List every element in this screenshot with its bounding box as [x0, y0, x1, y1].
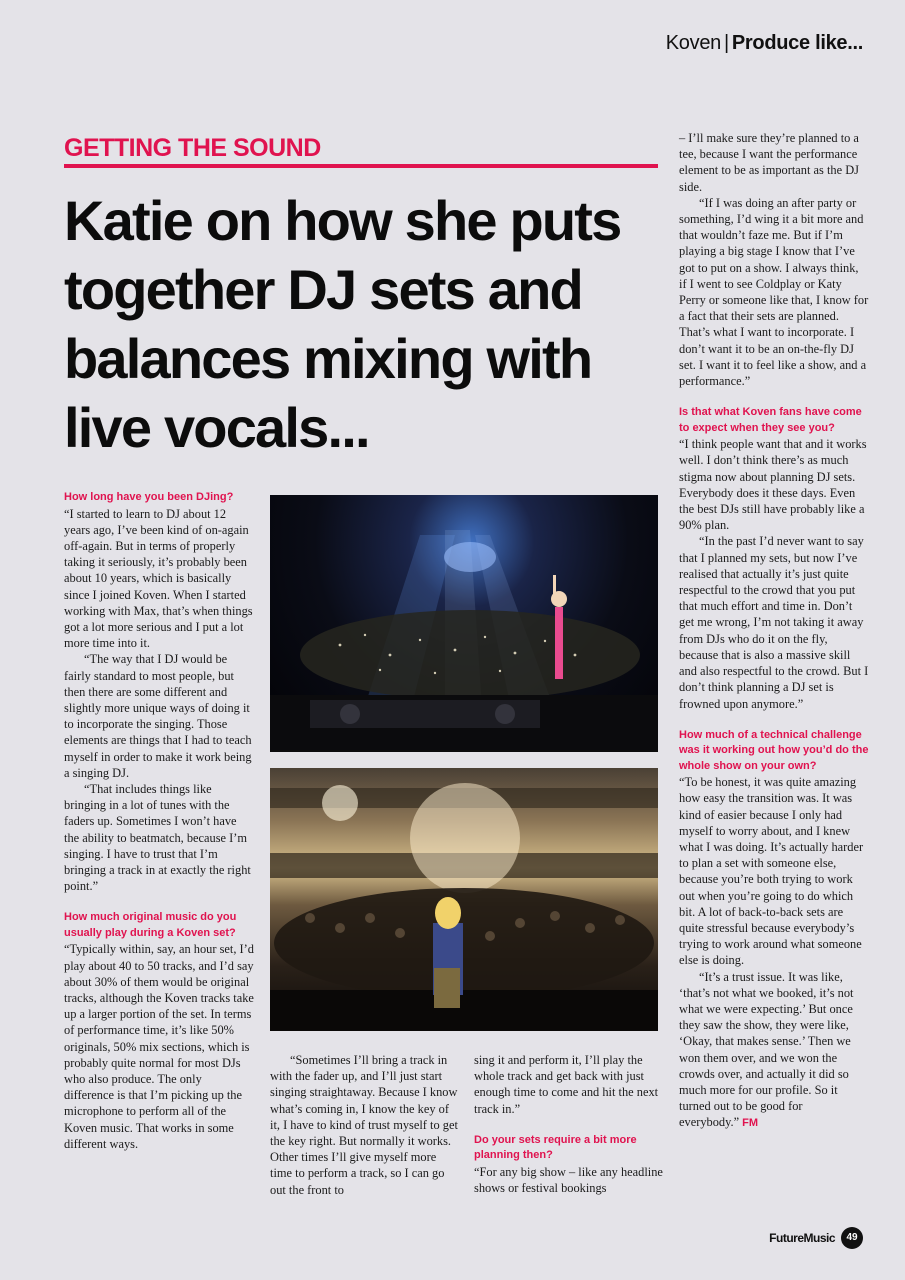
- kicker-rule: [64, 164, 658, 168]
- section-kicker: GETTING THE SOUND: [64, 134, 321, 162]
- page-number: 49: [841, 1227, 863, 1249]
- running-head-section: Produce like...: [731, 32, 863, 54]
- question-heading: How much of a technical challenge was it working out how you’d do the whole show on your own?: [679, 728, 869, 772]
- text-column-3: [474, 1052, 664, 1196]
- body-paragraph: [679, 969, 869, 1132]
- sign-off-mark: FM: [742, 1117, 758, 1130]
- running-head: [666, 32, 863, 55]
- body-paragraph: “To be honest, it was quite amazing how easy the transition was. It was kind of easier because I only had myself to worry about, and I knew what I was doing. It’s actually harder to plan a set with someone else, because you’re both trying to work out when you’re going to do which bit. A lot of back-to-back sets are quite stressful because everybody’s trying to work around what someone else is doing.: [679, 775, 864, 968]
- question-heading: How much original music do you usually play during a Koven set?: [64, 911, 237, 939]
- body-paragraph: “That includes things like bringing in a lot of tunes with the faders up. Sometimes I won’t have the ability to beatmatch, because I’m singing. I have to trust that I’m bringing a track in at exactly the right point.”: [64, 781, 251, 894]
- text-column-4: [679, 130, 869, 1132]
- question-heading: How long have you been DJing?: [64, 491, 234, 503]
- photo-dj-stage-crowd: [270, 495, 658, 752]
- body-paragraph: “Sometimes I’ll bring a track in with the fader up, and I’ll just start singing straightaway. Because I know what’s coming in, I know the key of it, I have to kind of trust myself to get the key right. But normally it works. Other times I’ll give myself more time to perform a track, so I can go out the front to: [270, 1053, 458, 1197]
- body-paragraph: “For any big show – like any headline shows or festival bookings: [474, 1164, 663, 1196]
- photo-performer-facing-crowd: [270, 768, 658, 1031]
- body-paragraph: “In the past I’d never want to say that I planned my sets, but now I’ve realised that actually it’s just quite respectful to the crowd that you put that much effort and time in. Don’t get me wrong, I’m not taking it away from DJs who do it on the fly, because that is also a massive skill and also respectful to the crowd. But I don’t think planning a DJ set is frowned upon anymore.”: [679, 534, 869, 711]
- body-paragraph: “I started to learn to DJ about 12 years ago, I’ve been kind of on-again off-again. But in terms of properly taking it seriously, it’s probably been about 10 years, which is basically since I joined Koven. When I started working with Max, that’s when things got a lot more serious and I put a lot more time into it.: [64, 506, 253, 651]
- running-head-brand: Koven: [665, 32, 721, 54]
- body-paragraph: “If I was doing an after party or something, I’d wing it a bit more and that wouldn’t faze me. But if I’m playing a big stage I know that I’ve got to put on a show. I always think, if I went to see Coldplay or Katy Perry or someone like that, I know for a fact that their sets are planned. That’s what I want to incorporate. I don’t want it to be an on-the-fly DJ set. I want it to feel like a show, and a performance.”: [679, 195, 869, 389]
- body-paragraph: – I’ll make sure they’re planned to a tee, because I want the performance element to be as important as the DJ side.: [679, 131, 859, 194]
- magazine-logo: FutureMusic: [769, 1231, 835, 1245]
- text-column-2: [270, 1052, 460, 1198]
- body-paragraph: “I think people want that and it works well. I don’t think there’s as much stigma now about planning DJ sets. Everybody does it these days. Even the best DJs still have probably like a 90% plan.: [679, 437, 867, 533]
- closing-paragraph-text: “It’s a trust issue. It was like, ‘that’s not what we booked, it’s not what we were expecting.’ But once they saw the show, they were like, ‘Okay, that makes sense.’ Then we won them over, and we won the crowds over, and actually it did so much more for our profile. So it turned out to be good for everybody.”: [679, 969, 854, 1130]
- running-head-separator: |: [723, 32, 729, 54]
- question-heading: Is that what Koven fans have come to expect when they see you?: [679, 406, 862, 434]
- headline: Katie on how she puts together DJ sets and balances mixing with live vocals...: [64, 189, 621, 459]
- question-heading: Do your sets require a bit more planning then?: [474, 1133, 637, 1162]
- body-paragraph: “The way that I DJ would be fairly standard to most people, but then there are some different and slightly more unique ways of doing it to incorporate the singing. Those elements are things that I had to teach myself in order to make it work being a singing DJ.: [64, 652, 252, 780]
- body-paragraph: “Typically within, say, an hour set, I’d play about 40 to 50 tracks, and I’d say about 30% of them would be original tracks, although the Koven tracks take up a larger portion of the set. In terms of performance time, it’s like 50% originals, 50% mix sections, which is probably quite normal for most DJs who also produce. The only difference is that I’m picking up the microphone to perform all of the Koven music. That works in some different ways.: [64, 942, 254, 1151]
- body-paragraph: sing it and perform it, I’ll play the whole track and get back with just enough time to come and hit the next track in.”: [474, 1053, 659, 1116]
- text-column-1: [64, 490, 254, 1152]
